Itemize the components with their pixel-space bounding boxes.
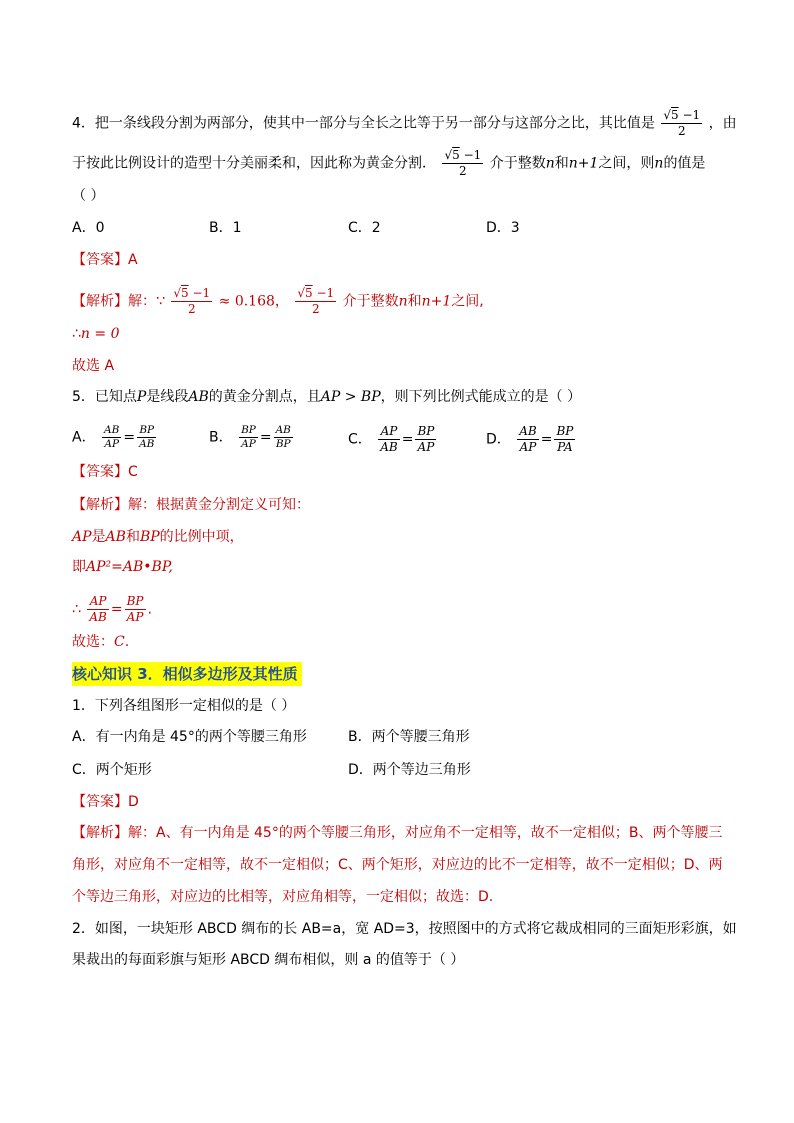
s3q1-stem: 1．下列各组图形一定相似的是（ ）: [72, 698, 296, 714]
q5-answer: 【答案】C: [72, 464, 138, 480]
q4-stem-line1: 4．把一条线段分割为两部分，使其中一部分与全长之比等于另一部分与这部分之比，其比值是 $\frac{√5 -1}{2}$ ，由: [72, 108, 737, 138]
q4-option-d: D．3: [486, 220, 520, 236]
q5-option-a: A． $\frac{AB}{AP}$ = $\frac{BP}{AB}$: [72, 424, 155, 450]
s3q1-option-b: B．两个等腰三角形: [348, 729, 470, 745]
q4-option-c: C．2: [348, 220, 381, 236]
q4-option-a: A．0: [72, 220, 105, 236]
s3q1-answer: 【答案】D: [72, 794, 139, 810]
s3q2-stem-line2: 果裁出的每面彩旗与矩形 ABCD 绸布相似，则 a 的值等于（ ）: [72, 952, 465, 968]
q5-analysis-line1: 【解析】解：根据黄金分割定义可知：: [72, 497, 310, 513]
golden-ratio-fraction: $\frac{√5 -1}{2}$: [297, 286, 335, 316]
q4-choose: 故选 A: [72, 358, 115, 374]
q5-choose: 故选：C.: [72, 634, 130, 650]
q4-analysis-line2: ∴n = 0: [72, 326, 120, 342]
q5-analysis-line4: ∴ $\frac{AP}{AB}$ = $\frac{BP}{AP}$ .: [72, 594, 152, 624]
q5-option-c: C． $\frac{AP}{AB}$ = $\frac{BP}{AP}$: [348, 424, 435, 454]
s3q1-analysis-line1: 【解析】解：A、有一内角是 45°的两个等腰三角形，对应角不一定相等，故不一定相似；B、两个等腰三: [72, 825, 723, 841]
golden-ratio-fraction: $\frac{√5 -1}{2}$: [173, 286, 211, 316]
s3q1-analysis-line2: 角形，对应角不一定相等，故不一定相似；C、两个矩形，对应边的比不一定相等，故不一定相似；D、两: [72, 857, 723, 873]
q5-analysis-line2: AP是AB和BP的比例中项，: [72, 529, 244, 545]
q5-stem: 5．已知点P是线段AB的黄金分割点，且AP > BP，则下列比例式能成立的是（ ）: [72, 389, 582, 405]
s3q2-stem-line1: 2．如图，一块矩形 ABCD 绸布的长 AB=a，宽 AD=3，按照图中的方式将它裁成相同的三面矩形彩旗，如: [72, 921, 737, 937]
section-heading: 核心知识 3．相似多边形及其性质: [72, 662, 302, 686]
golden-ratio-fraction: $\frac{√5 -1}{2}$: [663, 108, 701, 138]
q4-answer: 【答案】A: [72, 252, 138, 268]
q4-paren: （ ）: [72, 188, 105, 204]
s3q1-analysis-line3: 个等边三角形，对应边的比相等，对应角相等，一定相似；故选：D.: [72, 889, 494, 905]
s3q1-option-d: D．两个等边三角形: [348, 762, 471, 778]
q4-analysis-line1: 【解析】解：∵ $\frac{√5 -1}{2}$ ≈ 0.168， $\frac{√5 -1}{2}$ 介于整数n和n+1之间,: [72, 286, 484, 316]
q4-stem-line2: 于按此比例设计的造型十分美丽柔和，因此称为黄金分割． $\frac{√5 -1}{2}$ 介于整数n和n+1之间，则n的值是: [72, 148, 706, 178]
q5-option-d: D． $\frac{AB}{AP}$ = $\frac{BP}{PA}$: [486, 424, 574, 454]
q5-option-b: B． $\frac{BP}{AP}$ = $\frac{AB}{BP}$: [209, 424, 291, 450]
s3q1-option-c: C．两个矩形: [72, 762, 152, 778]
q5-analysis-line3: 即AP²=AB•BP,: [72, 559, 173, 575]
golden-ratio-fraction: $\frac{√5 -1}{2}$: [444, 148, 482, 178]
q4-option-b: B．1: [209, 220, 242, 236]
s3q1-option-a: A．有一内角是 45°的两个等腰三角形: [72, 729, 307, 745]
